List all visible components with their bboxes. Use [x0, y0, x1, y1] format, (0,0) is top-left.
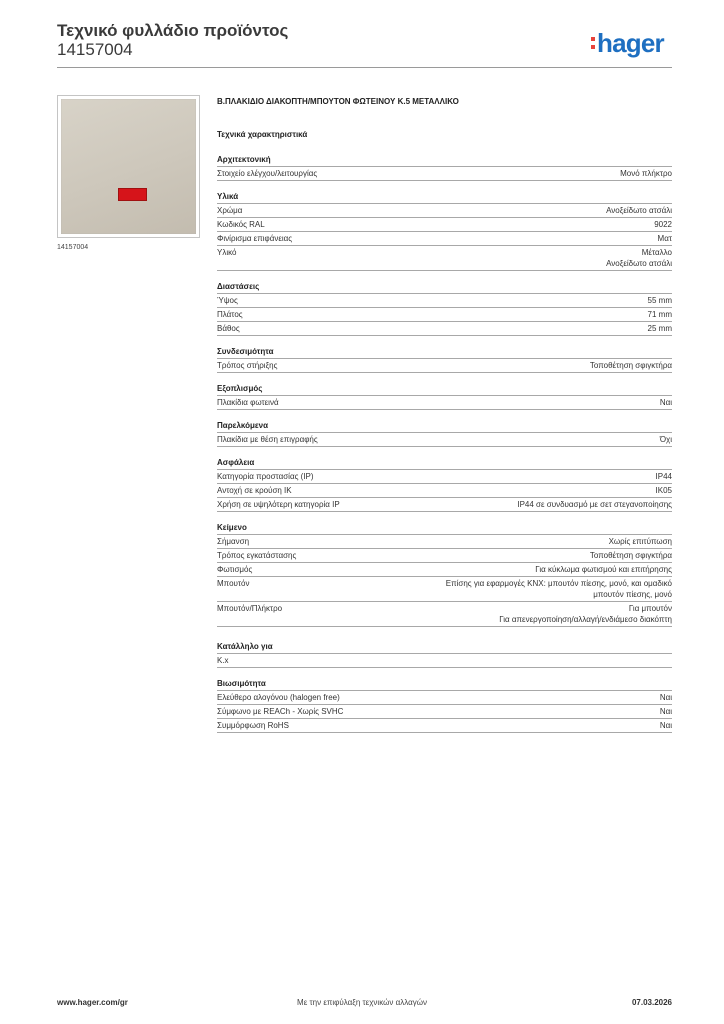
spec-value: 9022	[654, 220, 672, 229]
spec-section	[217, 641, 672, 668]
section-title: Αρχιτεκτονική	[217, 154, 672, 167]
document-title: Τεχνικό φυλλάδιο προϊόντος	[57, 21, 289, 40]
spec-row	[217, 654, 672, 668]
spec-row	[217, 204, 672, 218]
product-image	[57, 95, 200, 238]
spec-value: Ναι	[659, 693, 672, 702]
spec-row	[217, 549, 672, 563]
spec-label: Ελεύθερο αλογόνου (halogen free)	[217, 693, 340, 702]
spec-row	[217, 705, 672, 719]
spec-label: Αντοχή σε κρούση IK	[217, 486, 292, 495]
spec-label: Πλακίδια με θέση επιγραφής	[217, 435, 318, 444]
spec-section	[217, 154, 672, 181]
spec-section	[217, 191, 672, 271]
spec-row	[217, 308, 672, 322]
spec-value: 25 mm	[647, 324, 672, 333]
spec-row	[217, 232, 672, 246]
spec-row	[217, 470, 672, 484]
spec-label: Μπουτόν	[217, 579, 250, 588]
spec-value: Ναι	[659, 398, 672, 407]
spec-label: Φινίρισμα επιφάνειας	[217, 234, 293, 243]
spec-value: Τοποθέτηση σφιγκτήρα	[589, 361, 672, 370]
spec-label: Φωτισμός	[217, 565, 253, 574]
spec-label: Τρόπος στήριξης	[217, 361, 278, 370]
product-image-caption: 14157004	[57, 244, 89, 251]
spec-row	[217, 691, 672, 705]
spec-label: Χρώμα	[217, 206, 243, 215]
footer-date: 07.03.2026	[631, 998, 672, 1007]
spec-label: Στοιχείο ελέγχου/λειτουργίας	[217, 169, 318, 178]
spec-section	[217, 457, 672, 512]
spec-section	[217, 346, 672, 373]
spec-section	[217, 281, 672, 336]
technical-specs	[217, 128, 672, 743]
spec-row	[217, 719, 672, 733]
footer-note: Με την επιφύλαξη τεχνικών αλλαγών	[297, 998, 427, 1007]
spec-row	[217, 484, 672, 498]
spec-label: Ύψος	[217, 296, 238, 305]
section-title: Βιωσιμότητα	[217, 678, 672, 691]
spec-row	[217, 577, 672, 602]
section-title: Εξοπλισμός	[217, 383, 672, 396]
spec-section	[217, 678, 672, 733]
spec-value: Ανοξείδωτο ατσάλι	[606, 206, 672, 215]
spec-value: Για κύκλωμα φωτισμού και επιτήρησης	[535, 565, 672, 574]
section-title: Υλικά	[217, 191, 672, 204]
section-title: Συνδεσιμότητα	[217, 346, 672, 359]
section-title: Κατάλληλο για	[217, 641, 672, 654]
spec-row	[217, 359, 672, 373]
section-title: Παρελκόμενα	[217, 420, 672, 433]
spec-label: Μπουτόν/Πλήκτρο	[217, 604, 283, 613]
product-code: 14157004	[57, 40, 133, 59]
spec-value: Επίσης για εφαρμογές KNX: μπουτόν πίεσης, μονό, και ομαδικό μπουτόν πίεσης, μονό	[445, 579, 672, 599]
spec-section	[217, 383, 672, 410]
spec-value: Μονό πλήκτρο	[620, 169, 672, 178]
spec-label: Κωδικός RAL	[217, 220, 265, 229]
spec-label: Σύμφωνο με REACh - Χωρίς SVHC	[217, 707, 344, 716]
spec-value: Χωρίς επιτύπωση	[608, 537, 672, 546]
spec-row	[217, 535, 672, 549]
footer-url: www.hager.com/gr	[57, 998, 128, 1007]
spec-value: Ναι	[659, 721, 672, 730]
spec-value: Ματ	[657, 234, 672, 243]
spec-label: Τρόπος εγκατάστασης	[217, 551, 297, 560]
spec-value: Για μπουτόν Για απενεργοποίηση/αλλαγή/ενδιάμεσο διακόπτη	[499, 604, 672, 624]
spec-label: Σήμανση	[217, 537, 250, 546]
spec-label: Πλακίδια φωτεινά	[217, 398, 279, 407]
spec-value: 55 mm	[647, 296, 672, 305]
spec-value: IP44 σε συνδυασμό με σετ στεγανοποίησης	[517, 500, 672, 509]
spec-row	[217, 167, 672, 181]
spec-row	[217, 433, 672, 447]
spec-value: Όχι	[659, 435, 672, 444]
indicator-led	[118, 188, 147, 201]
spec-label: Κατηγορία προστασίας (IP)	[217, 472, 314, 481]
spec-row	[217, 246, 672, 271]
spec-row	[217, 396, 672, 410]
spec-value: IP44	[655, 472, 672, 481]
header-divider	[57, 67, 672, 68]
section-title: Ασφάλεια	[217, 457, 672, 470]
hager-logo	[591, 28, 664, 58]
spec-label: Υλικό	[217, 248, 237, 257]
spec-sections	[217, 154, 672, 733]
spec-row	[217, 563, 672, 577]
spec-value: 71 mm	[647, 310, 672, 319]
spec-row	[217, 218, 672, 232]
spec-value: IK05	[655, 486, 672, 495]
product-name: Β.ΠΛΑΚΙΔΙΟ ΔΙΑΚΟΠΤΗ/ΜΠΟΥΤΟΝ ΦΩΤΕΙΝΟΥ Κ.5 ΜΕΤΑΛΛΙΚΟ	[217, 97, 459, 106]
spec-section	[217, 522, 672, 627]
spec-row	[217, 294, 672, 308]
spec-row	[217, 602, 672, 627]
specs-heading: Τεχνικά χαρακτηριστικά	[217, 130, 308, 139]
spec-value: Τοποθέτηση σφιγκτήρα	[589, 551, 672, 560]
spec-label: K.x	[217, 656, 229, 665]
spec-label: Συμμόρφωση RoHS	[217, 721, 289, 730]
logo-text: hager	[597, 27, 664, 58]
spec-value: Μέταλλο Ανοξείδωτο ατσάλι	[606, 248, 672, 268]
spec-label: Χρήση σε υψηλότερη κατηγορία IP	[217, 500, 340, 509]
logo-dots-icon	[591, 35, 595, 51]
spec-value: Ναι	[659, 707, 672, 716]
spec-row	[217, 498, 672, 512]
spec-label: Βάθος	[217, 324, 240, 333]
section-title: Διαστάσεις	[217, 281, 672, 294]
spec-label: Πλάτος	[217, 310, 243, 319]
spec-row	[217, 322, 672, 336]
switch-plate	[61, 99, 196, 234]
spec-section	[217, 420, 672, 447]
section-title: Κείμενο	[217, 522, 672, 535]
